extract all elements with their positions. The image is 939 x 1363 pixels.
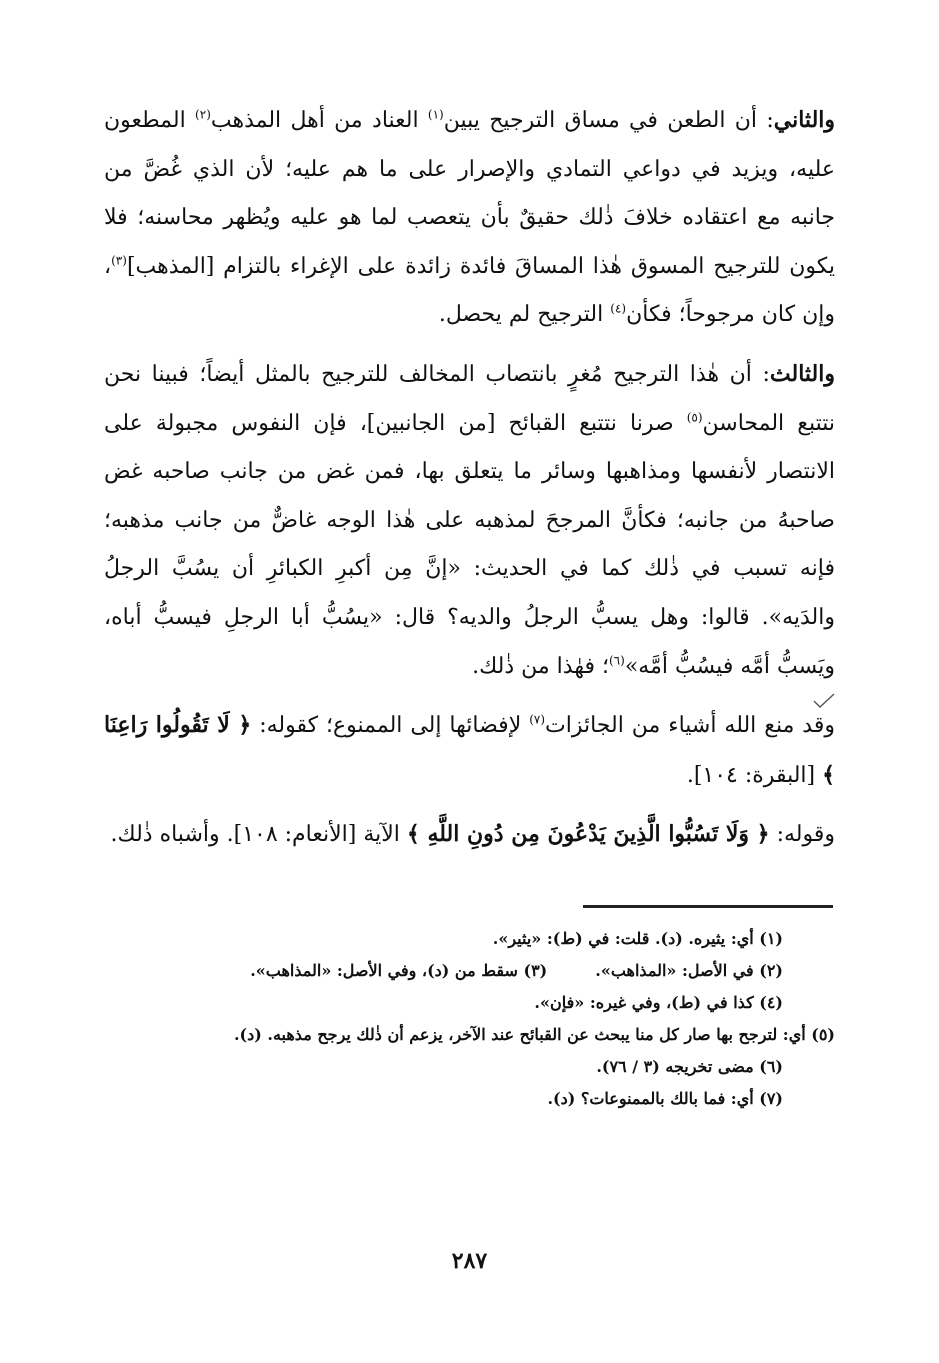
footnotes <box>104 923 835 1115</box>
paragraph-text: وقد منع الله أشياء من الجائزات <box>545 713 835 739</box>
paragraph-text: لإفضائها إلى الممنوع؛ كقوله: <box>251 713 530 739</box>
paragraph-third <box>104 350 835 691</box>
footnote-item: (٤) كذا في (ط)، وفي غيره: «فإن». <box>534 993 783 1012</box>
paragraph-lead: والثالث <box>769 360 835 387</box>
footnote-item: (٦) مضى تخريجه (٣ / ٧٦). <box>596 1057 783 1076</box>
quran-verse: ﴿ لَا تَقُولُوا رَاعِنَا ﴾ <box>104 712 835 788</box>
verse-reference: [البقرة: ١٠٤]. <box>686 762 823 788</box>
paragraph-second <box>104 96 835 340</box>
paragraph-forbidden <box>104 701 835 800</box>
footnote-divider <box>583 905 833 908</box>
footnote-ref: (٧) <box>529 712 546 727</box>
paragraph-text: : أن هٰذا الترجيح مُغرٍ بانتصاب المخالف للترجيح بالمثل أيضاً؛ فبينا نحن نتتبع المحاسن <box>104 361 835 436</box>
footnote-item: (٧) أي: فما بالك بالممنوعات؟ (د). <box>547 1089 783 1108</box>
check-mark-icon <box>813 693 835 709</box>
footnote-item: (٢) في الأصل: «المذاهب». <box>595 961 783 980</box>
paragraph-text: المطعون عليه، ويزيد في دواعي التمادي والإصرار على ما هم عليه؛ لأن الذي غُضَّ من جانبه مع اعتقاده خلافَ ذٰلك حقيقٌ بأن يتعصب لما هو عليه ويُظهر محاسنه؛ فلا يكون للترجيح المسوق هٰذا المساقَ فائدة زائدة على الإغراء بالتزام [المذهب] <box>104 108 835 279</box>
footnote-ref: (٣) <box>111 253 127 268</box>
paragraph-text: الترجيح لم يحصل. <box>438 302 611 328</box>
footnote-ref: (٥) <box>686 410 703 425</box>
paragraph-text: ، وإن كان مرجوحاً؛ فكأن <box>104 253 835 328</box>
footnote-ref: (٦) <box>608 653 625 668</box>
footnote-ref: (١) <box>427 107 444 122</box>
quran-verse: ﴿ وَلَا تَسُبُّوا الَّذِينَ يَدْعُونَ مِن دُونِ اللَّهِ ﴾ <box>406 821 770 848</box>
paragraph-text: : أن الطعن في مساق الترجيح يبين <box>443 108 774 133</box>
footnote-item: (٣) سقط من (د)، وفي الأصل: «المذاهب». <box>250 961 548 980</box>
footnote-item-row <box>104 955 835 987</box>
paragraph-lead: والثاني <box>773 107 836 133</box>
paragraph-text: العناد من أهل المذهب <box>210 108 428 133</box>
paragraph-text: ؛ فهٰذا من ذٰلك. <box>472 653 609 679</box>
footnote-item: (١) أي: يثيره. (د). قلت: في (ط): «يثير». <box>492 929 783 948</box>
footnote-ref: (٤) <box>610 302 627 317</box>
paragraph-text: وقوله: <box>769 822 835 848</box>
main-text <box>104 96 835 860</box>
verse-reference: الآية [الأنعام: ١٠٨]. وأشباه ذٰلك. <box>110 822 407 848</box>
paragraph-text: صرنا نتتبع القبائح [من الجانبين]، فإن النفوس مجبولة على الانتصار لأنفسها ومذاهبها وسائر ما يتعلق بها، فمن غض من جانب صاحبه غض صاحبهُ من جانبه؛ فكأنَّ المرجحَ لمذهبه على هٰذا الوجه غاضٌّ من جانب مذهبه؛ فإنه تسبب في ذٰلك كما في الحديث: «إنَّ مِن أكبرِ الكبائرِ أن يسُبَّ الرجلُ والدَيه». قالوا: وهل يسبُّ الرجلُ والديه؟ قال: «يسُبُّ أبا الرجلِ فيسبُّ أباه، ويَسبُّ أمَّه فيسُبُّ أمَّه» <box>104 410 835 679</box>
paragraph-verse-two <box>104 810 835 860</box>
footnote-ref: (٢) <box>195 107 211 122</box>
footnote-item: (٥) أي: لترجح بها صار كل منا يبحث عن القبائح عند الآخر، يزعم أن ذٰلك يرجح مذهبه. (د). <box>233 1025 835 1044</box>
page-number: ٢٨٧ <box>451 1248 488 1274</box>
